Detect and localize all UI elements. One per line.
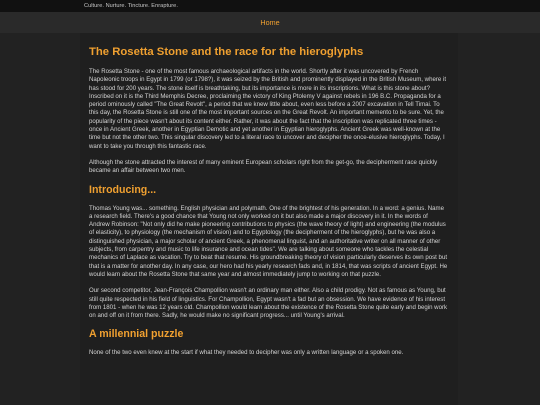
article-paragraph: The Rosetta Stone - one of the most famous archaeological artifacts in the world. Shortly after it was uncovered by French Napoleonic troops in Egypt in 1799 (or 1798?), it was seized by the British and prominently displayed in the British Museum, where it has stood for 200 years. The stone itself is breathtaking, but its importance is more in its inscriptions. What is this stone about? Inscribed on it is the Third Memphis Decree, proclaiming the victory of King Ptolemy V against rebels in 196 B.C. Propaganda for a period ominously called "The Great Revolt", a period that we knew little about, even less before a 2007 excavation in Tell Timai. To this day, the Rosetta Stone is still one of the most important sources on the Great Revolt. An important memento to be sure. Yet, the popularity of the piece wasn't about its content either. Rather, it was about the fact that the inscription was replicated three times - once in Ancient Greek, another in Egyptian Demotic and yet another in Egyptian hieroglyphs. Ancient Greek was well-known at the time but not the other two. This singular discovery led to a literal race to uncover and decipher the once-elusive hieroglyphs. Today, I want to take you through this fantastic race. <box>89 68 447 150</box>
section-heading: Introducing... <box>89 183 157 196</box>
article-content <box>80 33 458 405</box>
article-paragraph: Our second competitor, Jean-François Champollion wasn't an ordinary man either. Also a child prodigy. Not as famous as Young, but still quite respected in his field of linguistics. For Champollion, Egypt wasn't a fad but an obsession. We have evidence of his interest from 1801 - when he was 12 years old. Champollion would learn about the existence of the Rosetta Stone quite early and begin work on and off on it from there. Sadly, he would make no significant progress... until Young's arrival. <box>89 287 448 320</box>
article-paragraph: Thomas Young was... something. English physician and polymath. One of the brightest of his generation. In a word: a genius. Name a research field. There's a good chance that Young not only worked on it but also made a major discovery in it. In the words of Andrew Robinson: "Not only did he make pioneering contributions to physics (the wave theory of light) and engineering (the modulus of elasticity), to physiology (the mechanism of vision) and to Egyptology (the decipherment of the hieroglyphs), but he was also a distinguished physician, a major scholar of ancient Greek, a phenomenal linguist, and an authoritative writer on all manner of other subjects, from carpentry and music to life insurance and ocean tides". We are talking about someone who tackles the celestial mechanics of Laplace as vacation. Try to beat that resume. His groundbreaking theory of vision particularly deserves its own post but that is a matter for another day. In any case, our hero had his yearly research fads and, in 1814, that was scripts of ancient Egypt. He would learn about the Rosetta Stone that same year and almost immediately jump to working on that puzzle. <box>89 204 448 278</box>
site-tagline: Culture. Nurture. Tincture. Enrapture. <box>84 3 178 9</box>
article-paragraph: None of the two even knew at the start if what they needed to decipher was only a written language or a spoken one. <box>89 349 404 357</box>
nav-bar <box>0 12 540 33</box>
article-title: The Rosetta Stone and the race for the hieroglyphs <box>89 46 364 58</box>
nav-home-link[interactable]: Home <box>260 18 280 27</box>
article-paragraph: Although the stone attracted the interest of many eminent European scholars right from the get-go, the decipherment race quickly became an affair between two men. <box>89 158 438 175</box>
section-heading: A millennial puzzle <box>89 328 184 341</box>
top-bar <box>0 0 540 12</box>
